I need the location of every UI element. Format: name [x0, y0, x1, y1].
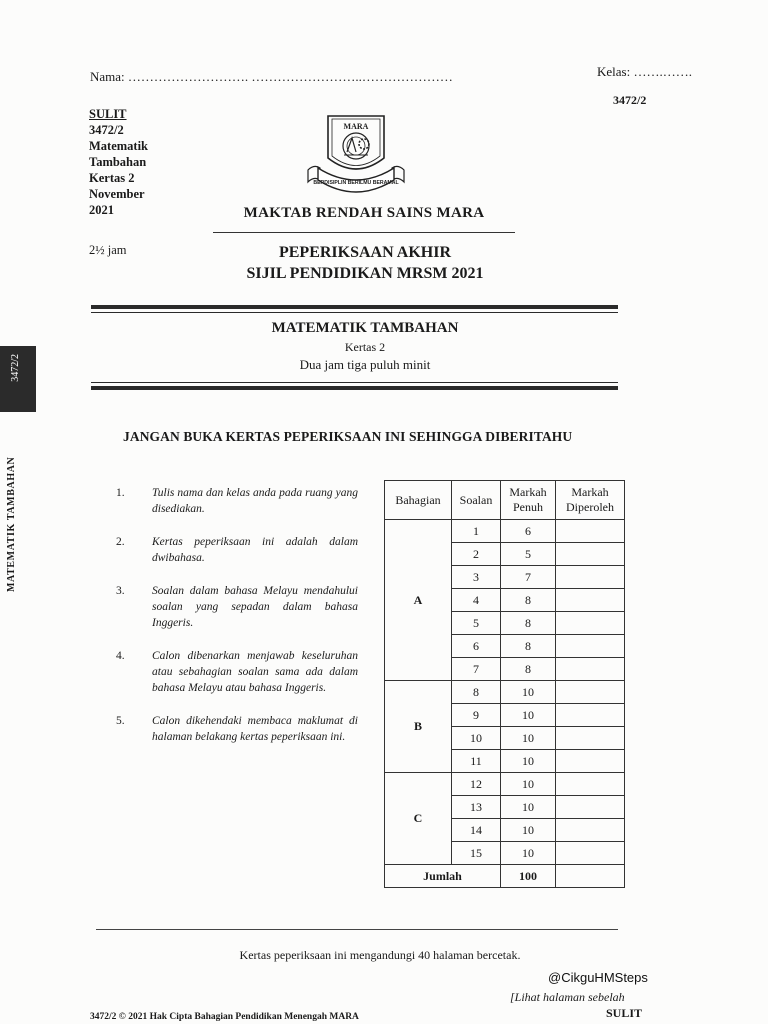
table-row: B 8 10	[385, 681, 625, 704]
subject-paper: Kertas 2	[344, 340, 386, 354]
subject-title: MATEMATIK TAMBAHAN	[271, 320, 459, 336]
score-cell	[556, 819, 625, 842]
side-tab-label: MATEMATIK TAMBAHAN	[6, 456, 17, 592]
table-row: C 12 10	[385, 773, 625, 796]
instruction-item: 4. Calon dibenarkan menjawab keseluruhan atau sebahagian soalan sama ada dalam bahasa Melayu atau bahasa Inggeris.	[116, 650, 358, 694]
section-c-cell: C	[385, 773, 452, 865]
table-row: 9 10	[385, 704, 625, 727]
page-count-note: Kertas peperiksaan ini mengandungi 40 halaman bercetak.	[239, 948, 521, 962]
section-a-cell: A	[385, 520, 452, 681]
paper-code-right: 3472/2	[613, 93, 647, 107]
header-soalan: Soalan	[452, 481, 501, 520]
exam-title-line-1: PEPERIKSAAN AKHIR	[278, 244, 452, 261]
score-cell	[556, 520, 625, 543]
watermark-handle: @CikguHMSteps	[548, 970, 648, 985]
instruction-item: 1. Tulis nama dan kelas anda pada ruang yang disediakan.	[116, 487, 358, 515]
top-thick-rule	[91, 305, 618, 309]
score-cell	[556, 589, 625, 612]
name-field-line: Nama: ………………………. ……………………..…………………	[90, 69, 453, 84]
instruction-item: 5. Calon dikehendaki membaca maklumat di halaman belakang kertas peperiksaan ini.	[116, 715, 358, 743]
header-markah-diperoleh: Markah Diperoleh	[556, 481, 625, 520]
total-value: 100	[501, 865, 556, 888]
table-row: 10 10	[385, 727, 625, 750]
score-cell	[556, 796, 625, 819]
subject-line-1: Matematik	[89, 139, 149, 153]
bottom-thick-rule	[91, 386, 618, 390]
instruction-item: 3. Soalan dalam bahasa Melayu mendahului soalan yang sepadan dalam bahasa Inggeris.	[116, 585, 358, 629]
table-row: 14 10	[385, 819, 625, 842]
do-not-open-warning: JANGAN BUKA KERTAS PEPERIKSAAN INI SEHINGGA DIBERITAHU	[123, 429, 573, 444]
next-page-note: [Lihat halaman sebelah	[510, 990, 625, 1004]
marks-table	[384, 480, 625, 888]
table-row: 5 8	[385, 612, 625, 635]
paper-code: 3472/2	[89, 123, 124, 137]
exam-year: 2021	[89, 203, 114, 217]
footer-rule	[96, 929, 618, 930]
side-tab	[0, 346, 36, 592]
mara-crest-logo	[300, 108, 412, 198]
header-markah-penuh: Markah Penuh	[501, 481, 556, 520]
instruction-item: 2. Kertas peperiksaan ini adalah dalam dwibahasa.	[116, 536, 358, 564]
score-cell	[556, 658, 625, 681]
logo-top-text: MARA	[343, 122, 369, 131]
table-row: 6 8	[385, 635, 625, 658]
college-underline	[213, 232, 515, 233]
top-thin-rule	[91, 312, 618, 313]
subject-time: Dua jam tiga puluh minit	[299, 357, 431, 372]
score-cell	[556, 635, 625, 658]
score-cell	[556, 543, 625, 566]
table-row: 11 10	[385, 750, 625, 773]
score-cell	[556, 773, 625, 796]
table-row: 3 7	[385, 566, 625, 589]
bottom-thin-rule	[91, 382, 618, 383]
score-cell	[556, 727, 625, 750]
table-total-row	[385, 865, 625, 888]
table-header-row	[385, 481, 625, 520]
table-row: 7 8	[385, 658, 625, 681]
logo-ribbon-text: BERDISIPLIN BERILMU BERAMAL	[313, 180, 399, 186]
total-score-cell	[556, 865, 625, 888]
instructions-list	[116, 485, 361, 762]
table-row: 2 5	[385, 543, 625, 566]
score-cell	[556, 750, 625, 773]
score-cell	[556, 566, 625, 589]
total-label: Jumlah	[385, 865, 501, 888]
college-name: MAKTAB RENDAH SAINS MARA	[243, 205, 485, 221]
table-row: 13 10	[385, 796, 625, 819]
table-row: A 1 6	[385, 520, 625, 543]
score-cell	[556, 681, 625, 704]
exam-title-line-2: SIJIL PENDIDIKAN MRSM 2021	[246, 265, 484, 282]
class-field-line: Kelas: …….…….	[597, 64, 692, 79]
score-cell	[556, 612, 625, 635]
paper-number: Kertas 2	[89, 171, 135, 185]
score-cell	[556, 842, 625, 865]
exam-duration: 2½ jam	[89, 243, 127, 257]
sulit-footer: SULIT	[606, 1006, 643, 1020]
table-row: 15 10	[385, 842, 625, 865]
copyright-note: 3472/2 © 2021 Hak Cipta Bahagian Pendidikan Menengah MARA	[90, 1012, 359, 1022]
score-cell	[556, 704, 625, 727]
subject-line-2: Tambahan	[89, 155, 147, 169]
sulit-label: SULIT	[89, 107, 127, 121]
table-row: 4 8	[385, 589, 625, 612]
side-tab-code: 3472/2	[10, 354, 21, 382]
header-bahagian: Bahagian	[385, 481, 452, 520]
side-tab-code-box	[0, 346, 36, 412]
paper-meta	[89, 106, 148, 218]
exam-month: November	[89, 187, 145, 201]
section-b-cell: B	[385, 681, 452, 773]
